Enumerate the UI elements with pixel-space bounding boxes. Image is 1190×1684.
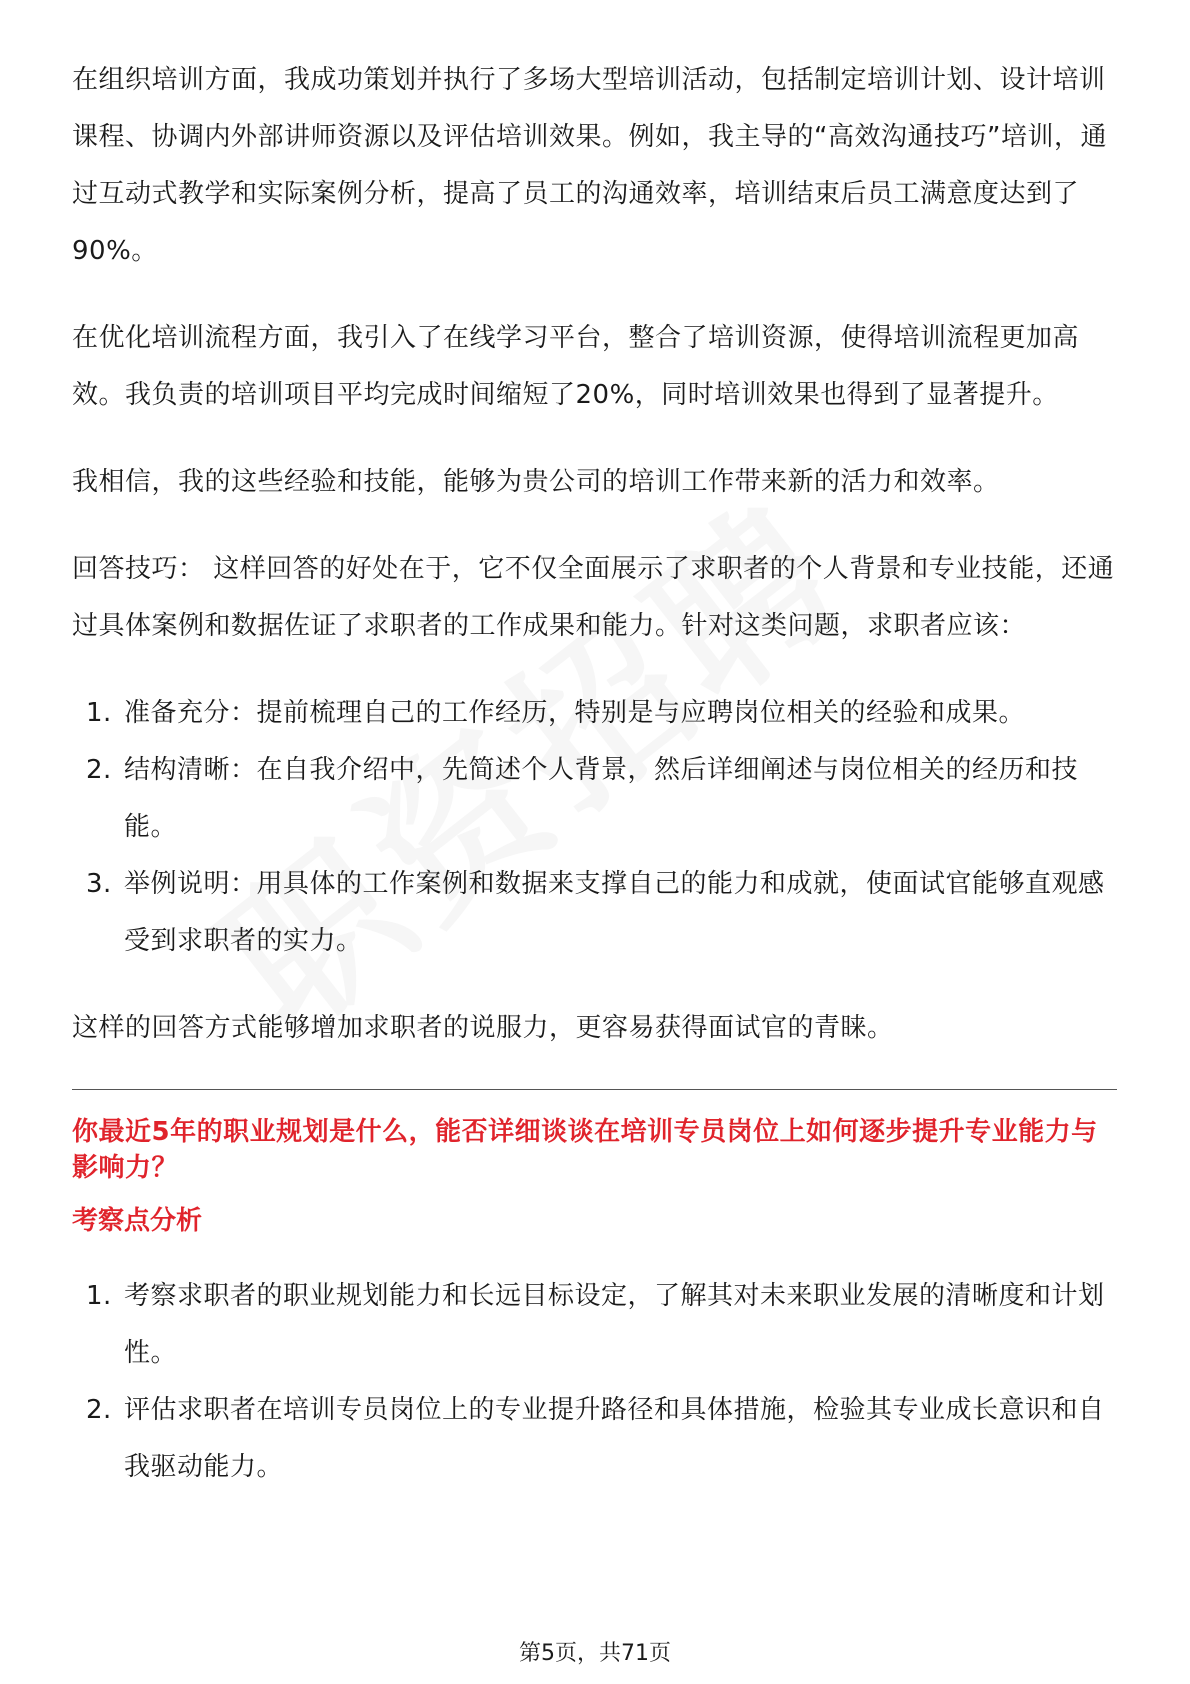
list-text: 举例说明：用具体的工作案例和数据来支撑自己的能力和成就，使面试官能够直观感受到求职者的实力。: [124, 869, 1105, 956]
paragraph-answer-tips: 回答技巧： 这样回答的好处在于，它不仅全面展示了求职者的个人背景和专业技能，还通过具体案例和数据佐证了求职者的工作成果和能力。针对这类问题，求职者应该：: [72, 554, 1115, 641]
list-item: [72, 856, 1117, 970]
list-number: 1.: [86, 1281, 112, 1311]
paragraph-process-optimization: 在优化培训流程方面，我引入了在线学习平台，整合了培训资源，使得培训流程更加高效。我负责的培训项目平均完成时间缩短了20%，同时培训效果也得到了显著提升。: [72, 323, 1080, 410]
paragraph-training-organization: 在组织培训方面，我成功策划并执行了多场大型培训活动，包括制定培训计划、设计培训课程、协调内外部讲师资源以及评估培训效果。例如，我主导的“高效沟通技巧”培训，通过互动式教学和实际案例分析，提高了员工的沟通效率，培训结束后员工满意度达到了90%。: [72, 65, 1107, 266]
paragraph-belief: 我相信，我的这些经验和技能，能够为贵公司的培训工作带来新的活力和效率。: [72, 467, 1000, 497]
list-text: 考察求职者的职业规划能力和长远目标设定，了解其对未来职业发展的清晰度和计划性。: [124, 1281, 1105, 1368]
list-text: 准备充分：提前梳理自己的工作经历，特别是与应聘岗位相关的经验和成果。: [124, 698, 1026, 728]
list-text: 评估求职者在培训专员岗位上的专业提升路径和具体措施，检验其专业成长意识和自我驱动能力。: [124, 1395, 1105, 1482]
section-divider: [72, 1089, 1117, 1090]
list-number: 3.: [86, 869, 112, 899]
list-item: [72, 1268, 1117, 1382]
question-heading: 你最近5年的职业规划是什么，能否详细谈谈在培训专员岗位上如何逐步提升专业能力与影响力？: [72, 1117, 1098, 1183]
tips-list: [72, 685, 1117, 970]
list-number: 2.: [86, 755, 112, 785]
document-page: [72, 52, 1117, 1526]
list-item: [72, 742, 1117, 856]
list-item: [72, 685, 1117, 742]
list-text: 结构清晰：在自我介绍中，先简述个人背景，然后详细阐述与岗位相关的经历和技能。: [124, 755, 1079, 842]
list-number: 2.: [86, 1395, 112, 1425]
list-item: [72, 1382, 1117, 1496]
page-footer: 第5页，共71页: [519, 1641, 671, 1666]
paragraph-closing: 这样的回答方式能够增加求职者的说服力，更容易获得面试官的青睐。: [72, 1013, 894, 1043]
analysis-heading: 考察点分析: [72, 1206, 203, 1236]
list-number: 1.: [86, 698, 112, 728]
analysis-list: [72, 1268, 1117, 1496]
